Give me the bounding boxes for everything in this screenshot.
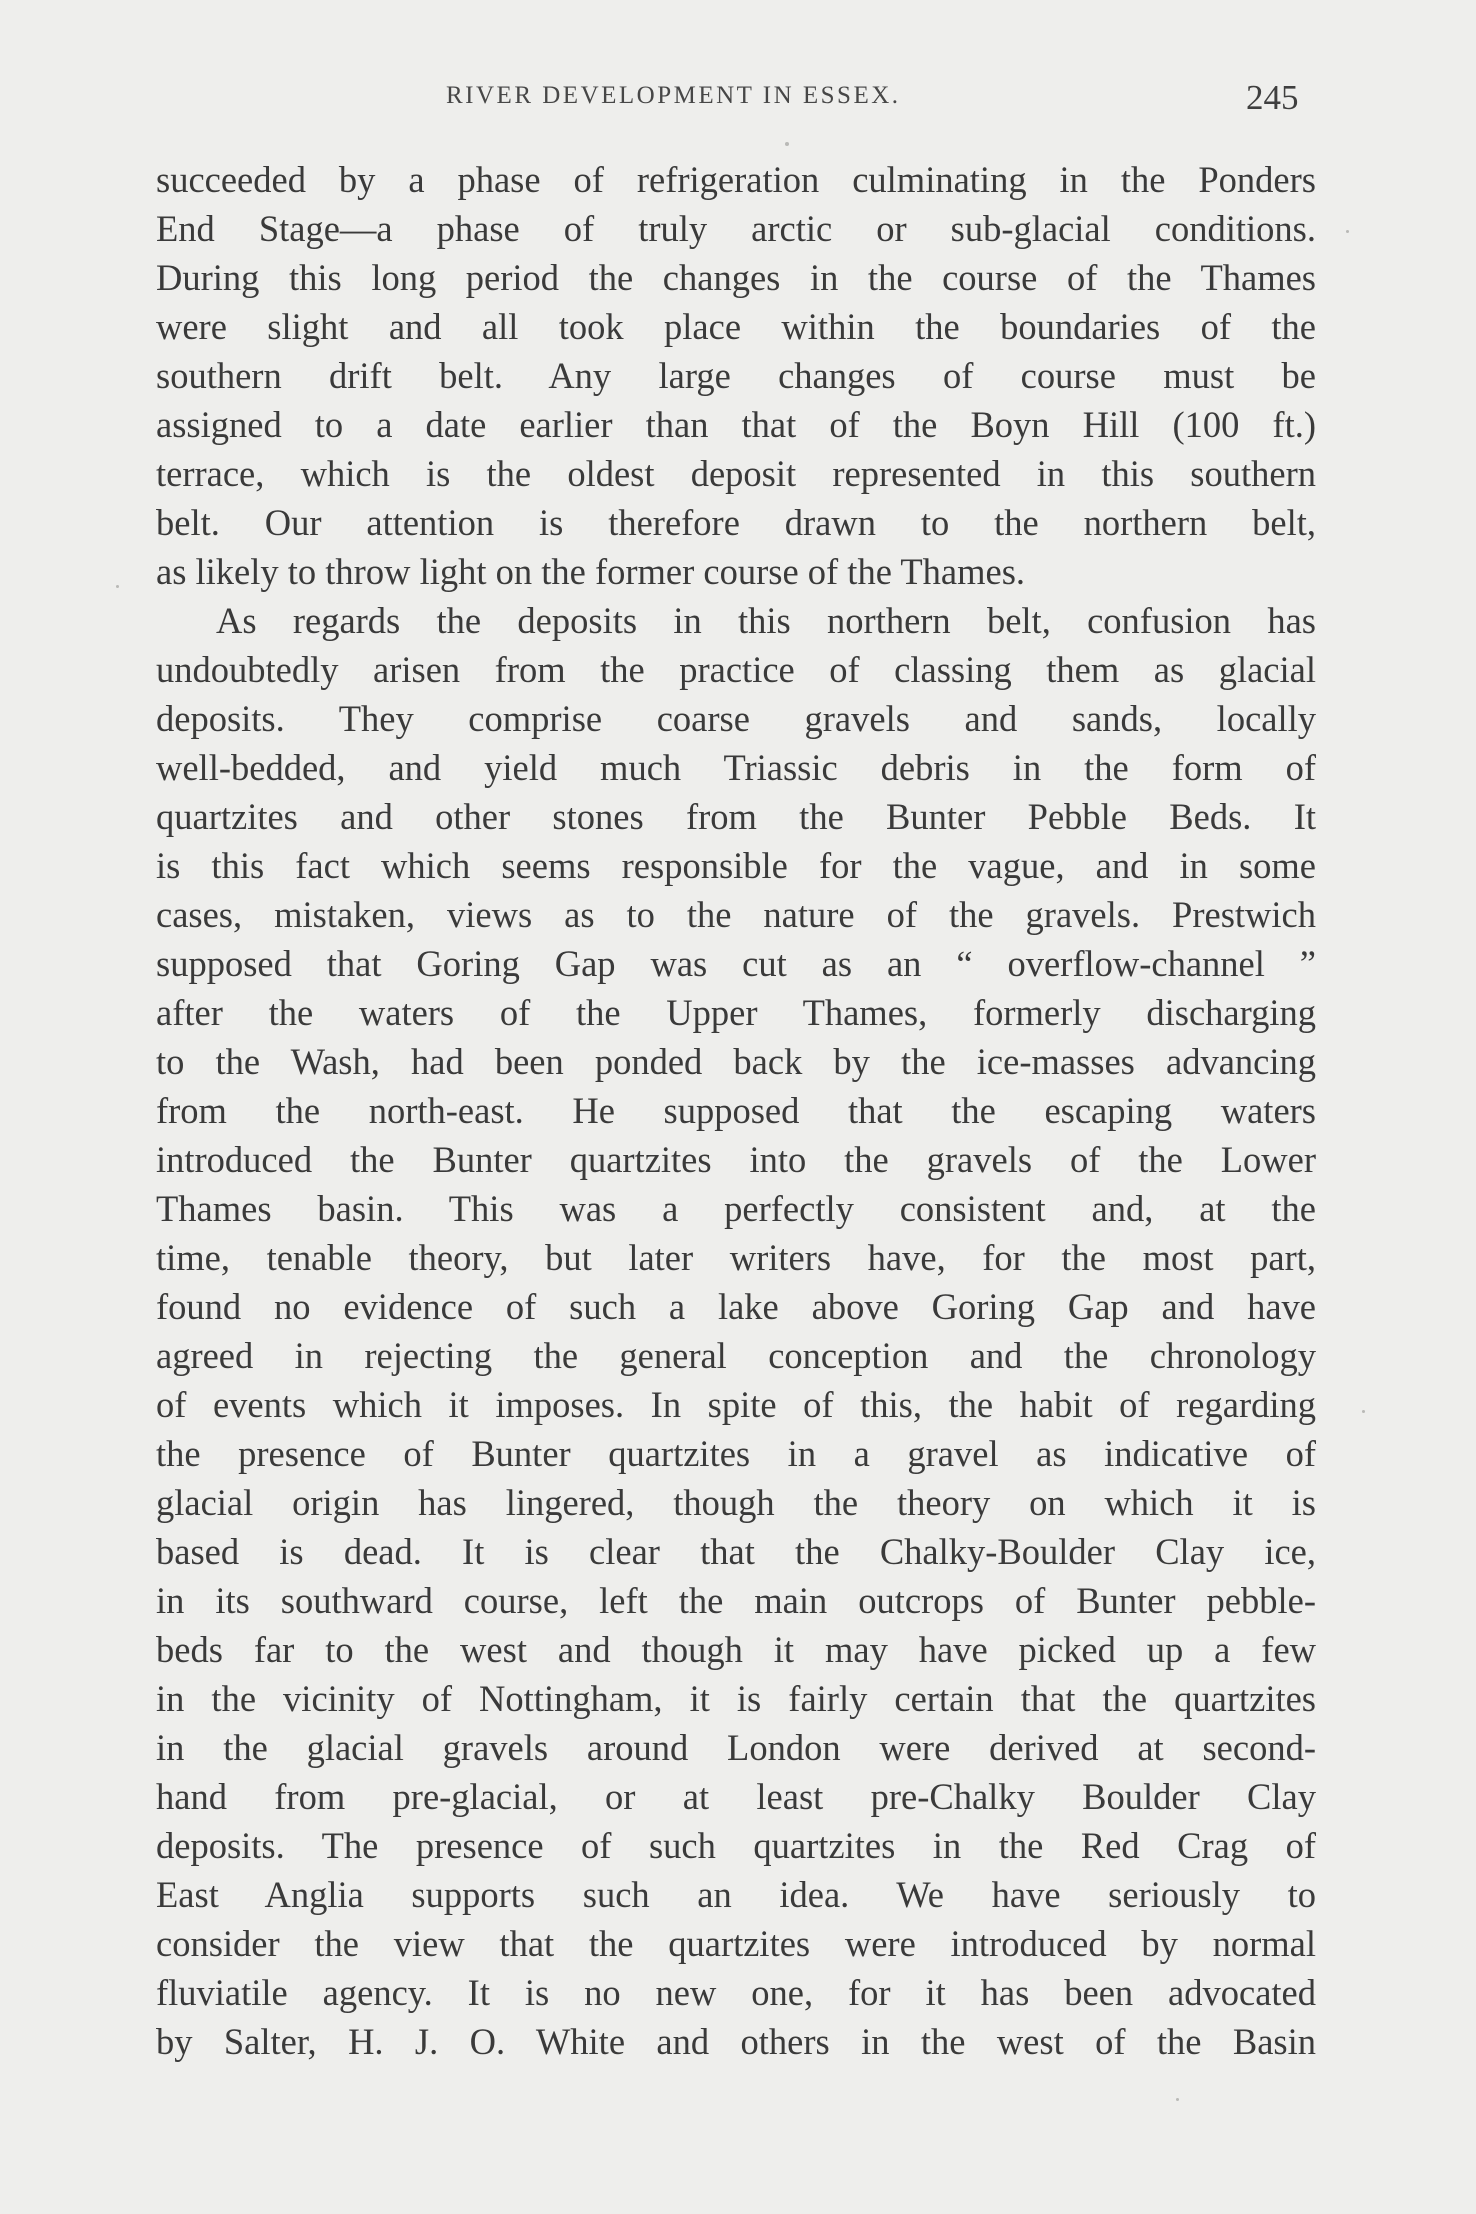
text-line: were slight and all took place within the boundaries of the xyxy=(156,306,1316,347)
page-number: 245 xyxy=(1246,78,1299,117)
text-line: cases, mistaken, views as to the nature of the gravels. Prestwich xyxy=(156,894,1316,935)
text-line: During this long period the changes in the course of the Thames xyxy=(156,257,1316,298)
text-line: in the vicinity of Nottingham, it is fairly certain that the quartzites xyxy=(156,1678,1316,1719)
text-line: is this fact which seems responsible for the vague, and in some xyxy=(156,845,1316,886)
text-line: time, tenable theory, but later writers have, for the most part, xyxy=(156,1237,1316,1278)
text-line: deposits. The presence of such quartzites in the Red Crag of xyxy=(156,1825,1316,1866)
text-line: End Stage—a phase of truly arctic or sub-glacial conditions. xyxy=(156,208,1316,249)
text-line: of events which it imposes. In spite of this, the habit of regarding xyxy=(156,1384,1316,1425)
text-line: Thames basin. This was a perfectly consistent and, at the xyxy=(156,1188,1316,1229)
text-line: succeeded by a phase of refrigeration culminating in the Ponders xyxy=(156,159,1316,200)
paper-speck xyxy=(1176,2098,1179,2101)
text-line: fluviatile agency. It is no new one, for it has been advocated xyxy=(156,1972,1316,2013)
text-line: well-bedded, and yield much Triassic debris in the form of xyxy=(156,747,1316,788)
text-line: belt. Our attention is therefore drawn to the northern belt, xyxy=(156,502,1316,543)
text-line: As regards the deposits in this northern belt, confusion has xyxy=(216,600,1316,641)
text-line: agreed in rejecting the general conception and the chronology xyxy=(156,1335,1316,1376)
text-line: East Anglia supports such an idea. We have seriously to xyxy=(156,1874,1316,1915)
text-line: hand from pre-glacial, or at least pre-Chalky Boulder Clay xyxy=(156,1776,1316,1817)
text-line: southern drift belt. Any large changes of course must be xyxy=(156,355,1316,396)
text-line: in its southward course, left the main outcrops of Bunter pebble- xyxy=(156,1580,1316,1621)
body-text xyxy=(156,155,1316,2066)
text-line: from the north-east. He supposed that the escaping waters xyxy=(156,1090,1316,1131)
text-line: supposed that Goring Gap was cut as an “ overflow-channel ” xyxy=(156,943,1316,984)
running-head: RIVER DEVELOPMENT IN ESSEX. xyxy=(446,82,901,109)
text-line: beds far to the west and though it may have picked up a few xyxy=(156,1629,1316,1670)
text-line: introduced the Bunter quartzites into the gravels of the Lower xyxy=(156,1139,1316,1180)
text-line: glacial origin has lingered, though the theory on which it is xyxy=(156,1482,1316,1523)
text-line: the presence of Bunter quartzites in a gravel as indicative of xyxy=(156,1433,1316,1474)
paper-speck xyxy=(116,585,119,588)
text-line: to the Wash, had been ponded back by the ice-masses advancing xyxy=(156,1041,1316,1082)
text-line: assigned to a date earlier than that of the Boyn Hill (100 ft.) xyxy=(156,404,1316,445)
paper-speck xyxy=(1362,1410,1365,1413)
text-line: based is dead. It is clear that the Chalky-Boulder Clay ice, xyxy=(156,1531,1316,1572)
text-line: found no evidence of such a lake above Goring Gap and have xyxy=(156,1286,1316,1327)
text-line: after the waters of the Upper Thames, formerly discharging xyxy=(156,992,1316,1033)
text-line: in the glacial gravels around London were derived at second- xyxy=(156,1727,1316,1768)
text-line: consider the view that the quartzites were introduced by normal xyxy=(156,1923,1316,1964)
text-line: by Salter, H. J. O. White and others in the west of the Basin xyxy=(156,2021,1316,2062)
text-line: quartzites and other stones from the Bunter Pebble Beds. It xyxy=(156,796,1316,837)
text-line: terrace, which is the oldest deposit represented in this southern xyxy=(156,453,1316,494)
text-line: deposits. They comprise coarse gravels and sands, locally xyxy=(156,698,1316,739)
paper-speck xyxy=(1346,230,1349,233)
text-line: as likely to throw light on the former course of the Thames. xyxy=(156,551,1026,592)
text-line: undoubtedly arisen from the practice of classing them as glacial xyxy=(156,649,1316,690)
paper-speck xyxy=(785,142,789,146)
